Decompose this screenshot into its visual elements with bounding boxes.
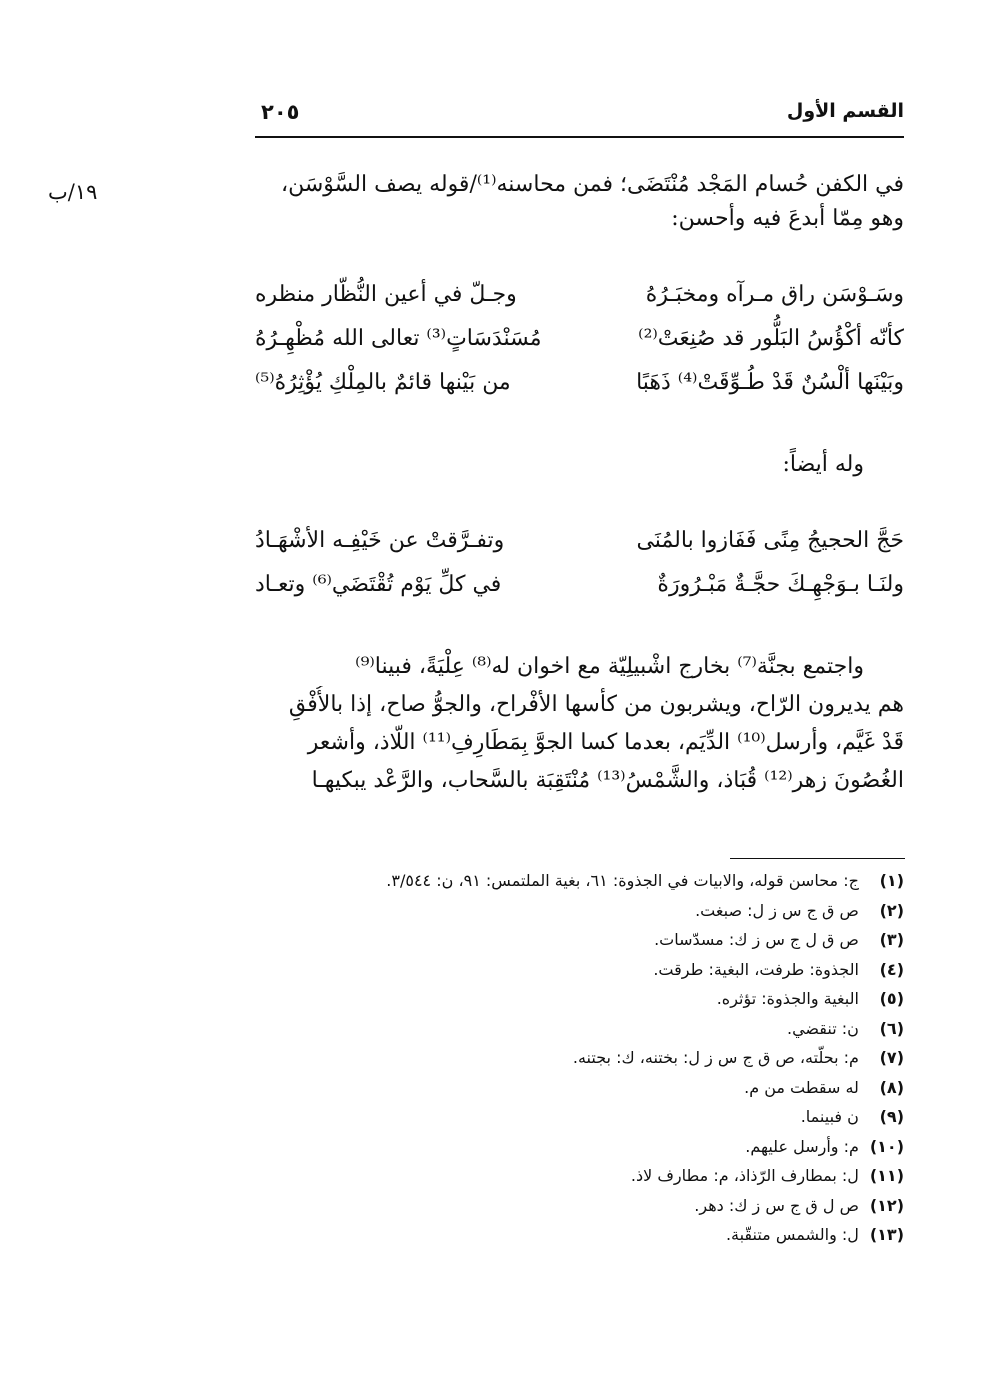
second-hemistich: في كلِّ يَوْم تُقْتَضَي⁽⁶⁾ وتعـاد: [255, 572, 502, 597]
page-number: ٢٠٥: [261, 100, 300, 124]
footnote-number: (٦): [879, 1018, 904, 1038]
footnote-text: ن: تنقضي.: [787, 1018, 859, 1038]
text-line: هم يديرون الرّاح، ويشربون من كأسها الأفْراح، والجوُّ صاح، إذا بالأُفْقِ: [288, 692, 904, 717]
footnote: [200, 1191, 904, 1221]
first-hemistich: وبَيْنَها ألْسُنٌ قَدْ طُـوِّقَتْ⁽⁴⁾ ذَهَبًا: [636, 370, 904, 395]
verse-line: [255, 528, 904, 572]
footnote-number: (٧): [879, 1048, 904, 1067]
footnote: [200, 1220, 904, 1250]
footnote-number: (٣): [879, 930, 904, 949]
footnote-text: الجذوة: طرفت، البغية: طرقت.: [653, 959, 859, 979]
footnote-number: (١٠): [869, 1136, 904, 1156]
footnote: [200, 1043, 904, 1073]
footnote-text: ج: محاسن قوله، والابيات في الجذوة: ٦١، بغية الملتمس: ٩١، ن: ٣/٥٤٤.: [386, 871, 859, 890]
footnote: [200, 866, 904, 896]
footnote: [200, 1161, 904, 1191]
running-title: القسم الأول: [786, 100, 904, 122]
text-line: قَدْ غَيَّم، وأرسل⁽¹⁰⁾ الدِّيَم، بعدما كسا الجوَّ بِمَطَارِفِ⁽¹¹⁾ اللّاذ، وأشعر: [307, 730, 904, 755]
footnote: [200, 1102, 904, 1132]
footnote: [200, 1014, 904, 1044]
footnote: [200, 925, 904, 955]
first-hemistich: كأنّه أكْؤُسُ البَلُّور قد صُنِعَتْ⁽²⁾: [638, 326, 904, 351]
footnote: [200, 1073, 904, 1103]
verse-line: [255, 572, 904, 616]
poem-2: [255, 528, 904, 616]
verse-line: [255, 370, 904, 414]
first-hemistich: ولنَـا بـوَجْهِـكَ حجَّـةٌ مَبْـرُورَةٌ: [657, 572, 904, 597]
second-hemistich: وجـلّ في أعين النُّظّار منظره: [255, 282, 517, 307]
poem-1: [255, 282, 904, 414]
footnote-number: (٨): [879, 1077, 904, 1097]
second-hemistich: من بَيْنها قائمٌ بالمِلْكِ يُؤْثِرُهُ⁽⁵⁾: [255, 370, 511, 395]
verse-line: [255, 282, 904, 326]
footnotes: [200, 866, 904, 1250]
footnote-number: (٢): [879, 900, 904, 920]
footnote: [200, 955, 904, 985]
first-hemistich: حَجَّ الحجيجُ مِنًى فَفَازوا بالمُنَى: [636, 528, 904, 553]
footnote-number: (١١): [869, 1166, 904, 1185]
prose-paragraph: [95, 648, 904, 800]
footnote-number: (١): [879, 871, 904, 890]
intro-paragraph: [95, 168, 904, 236]
footnote-number: (٤): [879, 959, 904, 979]
footnote-text: ن فبينما.: [800, 1107, 859, 1126]
footnote-text: ل: بمطارف الرّذاذ، م: مطارف لاذ.: [630, 1166, 859, 1185]
text-line: الغُصُونَ زهر⁽¹²⁾ قُبَاذ، والشَّمْسُ⁽¹³⁾ مُنْتَقِبَة بالسَّحاب، والرَّعْد يبكيهـا: [311, 768, 904, 793]
verse-line: [255, 326, 904, 370]
second-hemistich: وتفـرَّقتْ عن خَيْفِـه الأشْهَـادُ: [255, 528, 505, 553]
footnote-text: ص ق ل ج س ز ك: مسدّسات.: [654, 930, 859, 949]
footnote-number: (٩): [879, 1107, 904, 1126]
footnote: [200, 1132, 904, 1162]
footnote: [200, 984, 904, 1014]
footnote-text: ص ق ج س ز ل: صبغت.: [695, 900, 859, 920]
text-line: في الكفن حُسام المَجْد مُنْتَضَى؛ فمن محاسنه⁽¹⁾/قوله يصف السَّوْسَن،: [281, 172, 904, 197]
footnote: [200, 896, 904, 926]
footnote-text: م: بحلّته، ص ق ج س ز ل: بختنه، ك: بجتنه.: [572, 1048, 859, 1067]
verse-intro: وله أيضاً:: [782, 452, 864, 477]
text-line: واجتمع بجنَّة⁽⁷⁾ بخارج اشْبيلِيّة مع اخوان له⁽⁸⁾ عِلْيَةً، فبينا⁽⁹⁾: [355, 654, 864, 679]
footnote-number: (٥): [879, 989, 904, 1008]
footnote-text: ص ل ق ج س ز ك: دهر.: [694, 1195, 859, 1215]
footnote-number: (١٣): [869, 1225, 904, 1244]
footnote-separator: [730, 858, 905, 859]
footnote-text: ل: والشمس متنقّبة.: [725, 1225, 859, 1244]
footnote-text: م: وأرسل عليهم.: [745, 1136, 859, 1156]
first-hemistich: وسَـوْسَن راق مـرآه ومخبَـرُهُ: [645, 282, 904, 307]
folio-marker: ١٩/ب: [48, 180, 98, 204]
footnote-text: له سقطت من م.: [744, 1077, 859, 1097]
footnote-number: (١٢): [869, 1195, 904, 1215]
footnote-text: البغية والجذوة: تؤثره.: [716, 989, 859, 1008]
second-hemistich: مُسَنْدَسَاتٍ⁽³⁾ تعالى الله مُظْهِـرُهُ: [255, 326, 542, 351]
page-header: [255, 100, 904, 138]
text-line: وهو مِمّا أبدعَ فيه وأحسن:: [671, 206, 904, 231]
